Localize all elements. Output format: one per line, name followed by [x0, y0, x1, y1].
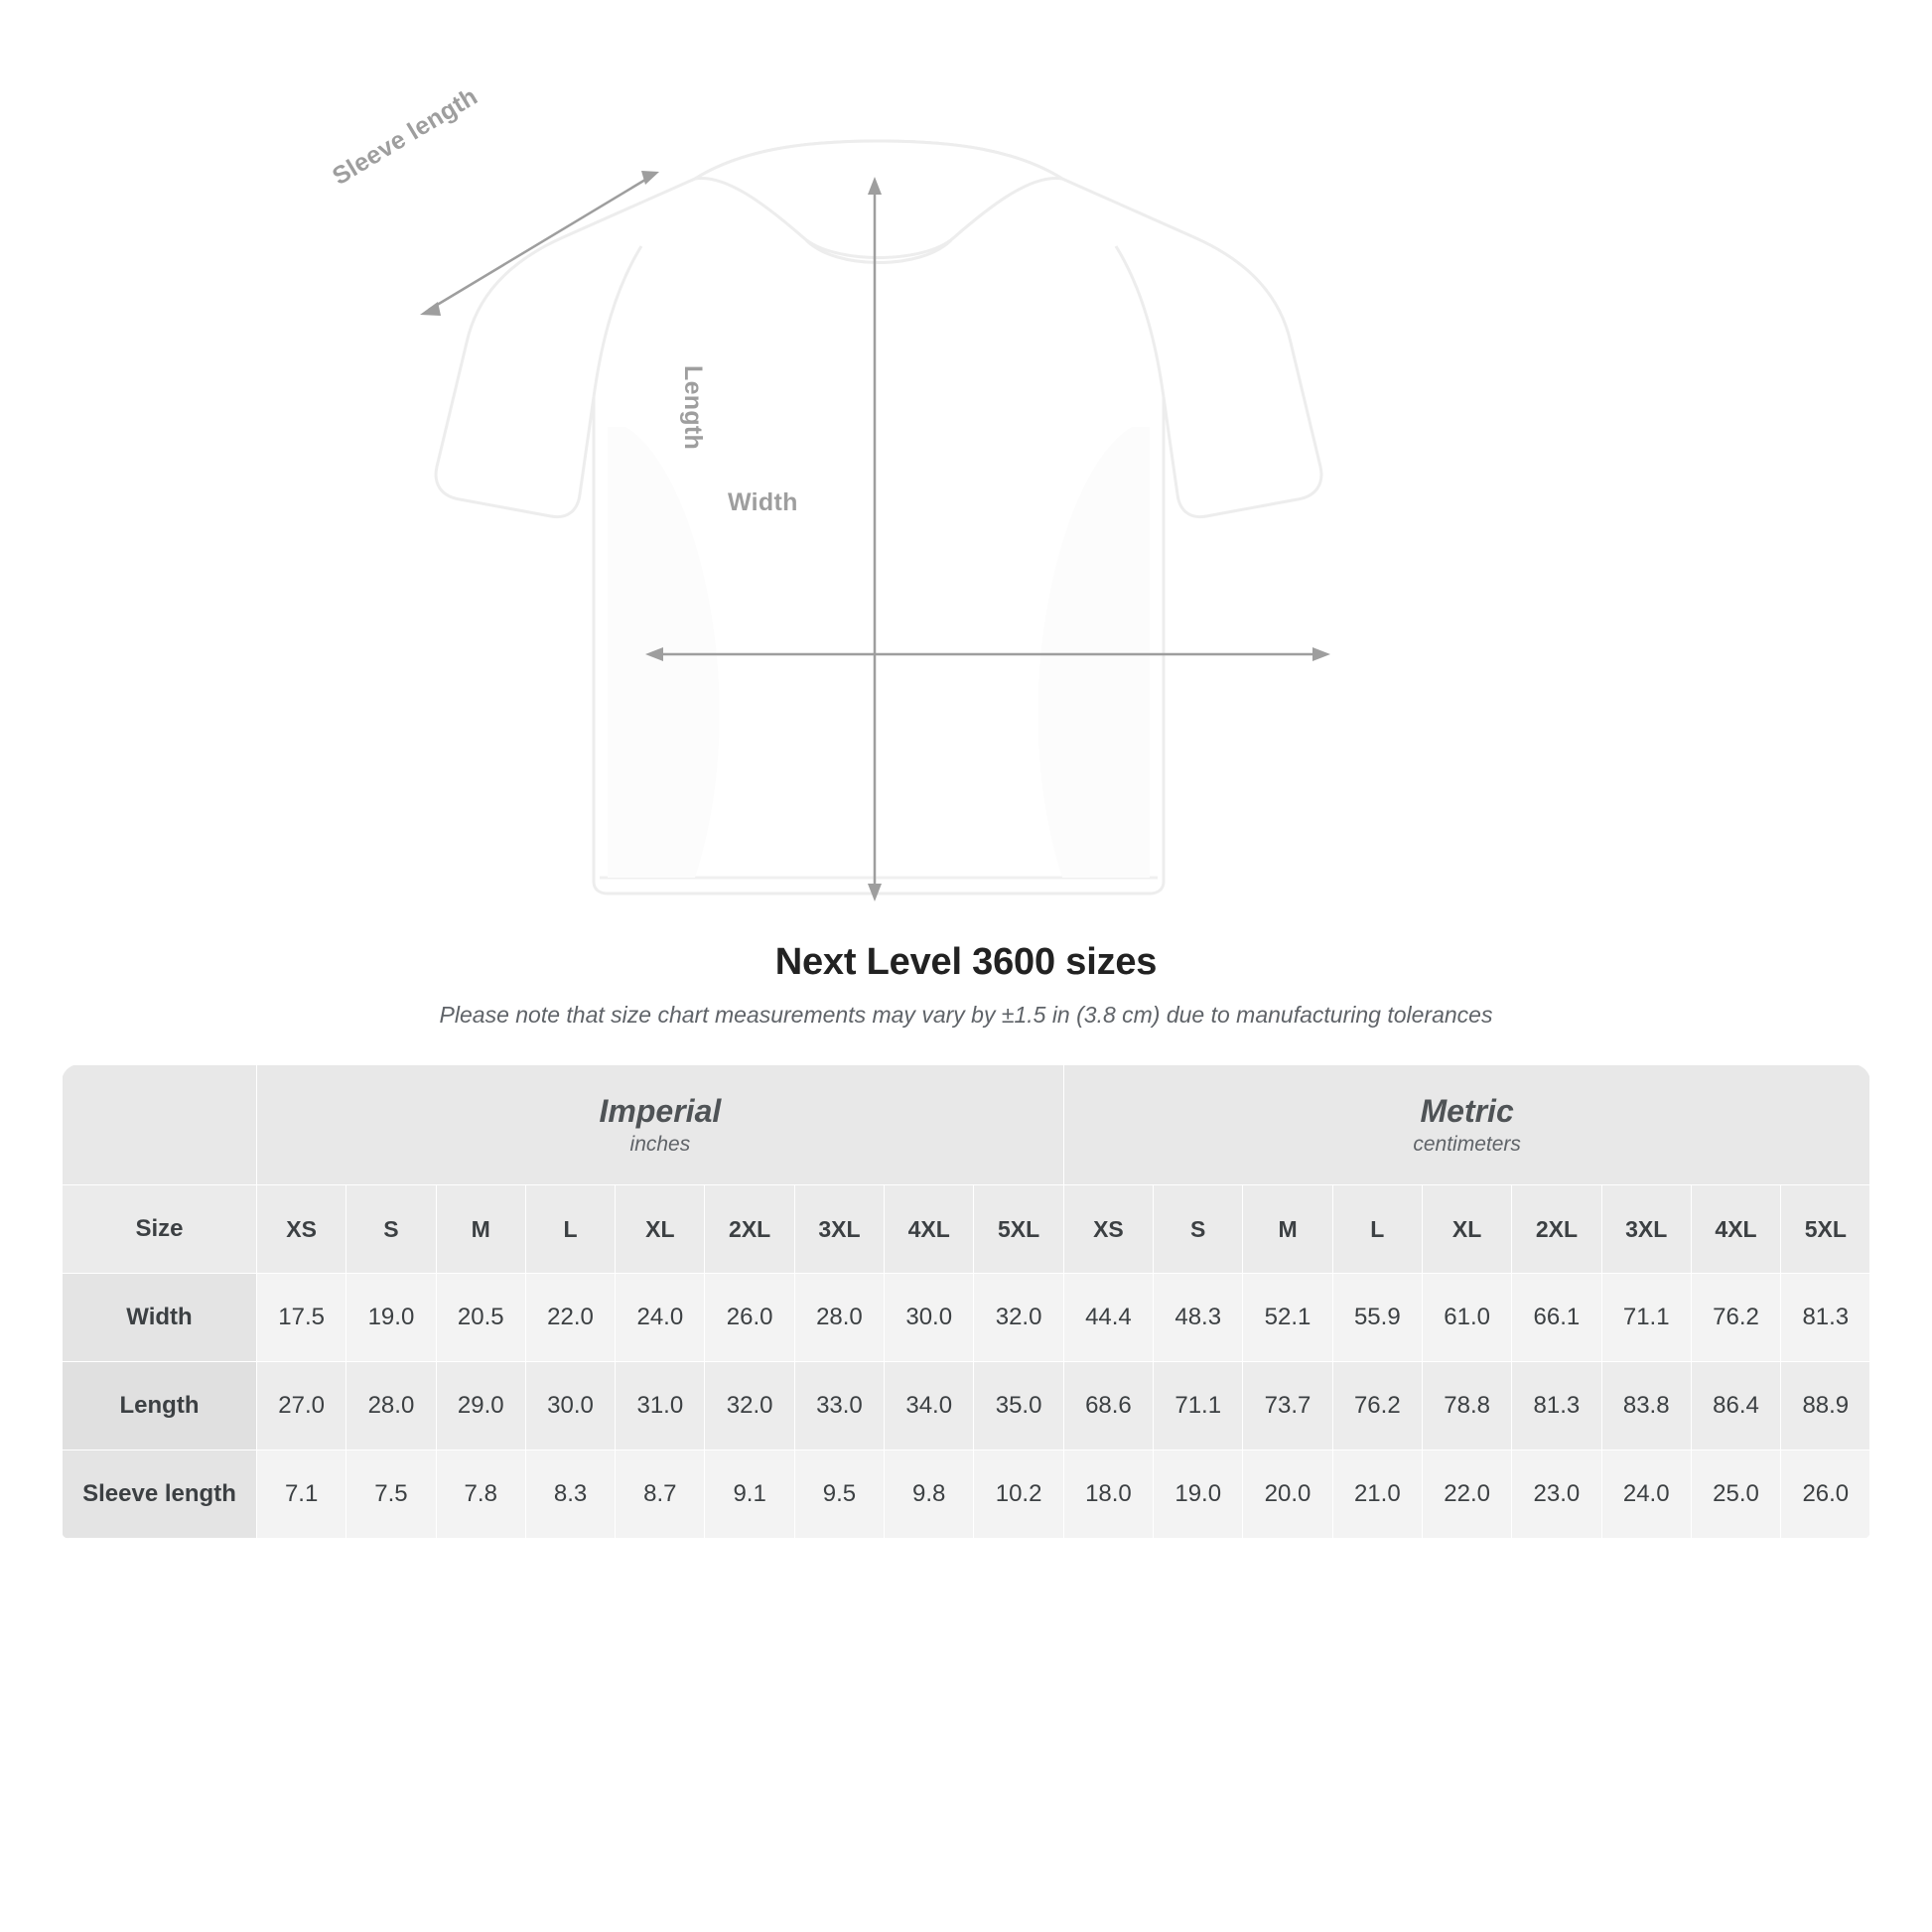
row-label-width: Width [63, 1274, 257, 1362]
shirt-illustration [0, 0, 1932, 923]
cell-sleeve-metric-4xl: 25.0 [1691, 1450, 1780, 1539]
cell-length-imperial-2xl: 32.0 [705, 1362, 794, 1450]
table-row [63, 1450, 1870, 1539]
cell-length-metric-xs: 68.6 [1063, 1362, 1153, 1450]
unit-sub-metric: centimeters [1413, 1133, 1521, 1157]
cell-sleeve-imperial-m: 7.8 [436, 1450, 525, 1539]
cell-length-imperial-s: 28.0 [346, 1362, 436, 1450]
cell-width-metric-s: 48.3 [1154, 1274, 1243, 1362]
row-label-length: Length [63, 1362, 257, 1450]
cell-width-imperial-3xl: 28.0 [794, 1274, 884, 1362]
width-label: Width [728, 488, 798, 516]
cell-length-imperial-xs: 27.0 [257, 1362, 346, 1450]
cell-width-imperial-xs: 17.5 [257, 1274, 346, 1362]
length-label: Length [679, 365, 707, 451]
cell-width-metric-xs: 44.4 [1063, 1274, 1153, 1362]
header-size-metric-s: S [1154, 1185, 1243, 1274]
cell-length-metric-3xl: 83.8 [1601, 1362, 1691, 1450]
tolerance-note: Please note that size chart measurements may vary by ±1.5 in (3.8 cm) due to manufacturing tolerances [439, 1002, 1493, 1028]
page-title: Next Level 3600 sizes [774, 941, 1158, 983]
cell-sleeve-imperial-l: 8.3 [525, 1450, 615, 1539]
header-size-imperial-m: M [436, 1185, 525, 1274]
sleeve-length-label: Sleeve length [328, 81, 483, 192]
cell-width-metric-xl: 61.0 [1422, 1274, 1511, 1362]
unit-name-metric: Metric [1420, 1092, 1514, 1129]
table-row [63, 1274, 1870, 1362]
unit-name-imperial: Imperial [599, 1092, 722, 1129]
cell-length-metric-m: 73.7 [1243, 1362, 1332, 1450]
header-size-imperial-5xl: 5XL [974, 1185, 1063, 1274]
header-size-metric-xl: XL [1422, 1185, 1511, 1274]
cell-sleeve-metric-s: 19.0 [1154, 1450, 1243, 1539]
cell-sleeve-imperial-5xl: 10.2 [974, 1450, 1063, 1539]
cell-length-metric-4xl: 86.4 [1691, 1362, 1780, 1450]
cell-width-metric-m: 52.1 [1243, 1274, 1332, 1362]
header-size-imperial-xl: XL [616, 1185, 705, 1274]
cell-length-metric-5xl: 88.9 [1781, 1362, 1870, 1450]
cell-sleeve-imperial-2xl: 9.1 [705, 1450, 794, 1539]
cell-length-imperial-3xl: 33.0 [794, 1362, 884, 1450]
unit-group-imperial [257, 1065, 1064, 1185]
cell-length-imperial-xl: 31.0 [616, 1362, 705, 1450]
cell-sleeve-imperial-xl: 8.7 [616, 1450, 705, 1539]
header-size-metric-2xl: 2XL [1512, 1185, 1601, 1274]
cell-sleeve-metric-xl: 22.0 [1422, 1450, 1511, 1539]
cell-width-metric-l: 55.9 [1332, 1274, 1422, 1362]
header-size-imperial-2xl: 2XL [705, 1185, 794, 1274]
cell-length-metric-l: 76.2 [1332, 1362, 1422, 1450]
header-size-imperial-3xl: 3XL [794, 1185, 884, 1274]
cell-sleeve-metric-2xl: 23.0 [1512, 1450, 1601, 1539]
cell-length-metric-s: 71.1 [1154, 1362, 1243, 1450]
cell-width-metric-3xl: 71.1 [1601, 1274, 1691, 1362]
cell-width-imperial-xl: 24.0 [616, 1274, 705, 1362]
cell-length-imperial-l: 30.0 [525, 1362, 615, 1450]
cell-width-imperial-l: 22.0 [525, 1274, 615, 1362]
cell-width-imperial-2xl: 26.0 [705, 1274, 794, 1362]
cell-width-imperial-4xl: 30.0 [885, 1274, 974, 1362]
header-size-metric-l: L [1332, 1185, 1422, 1274]
cell-sleeve-metric-3xl: 24.0 [1601, 1450, 1691, 1539]
header-size-imperial-s: S [346, 1185, 436, 1274]
header-size-metric-3xl: 3XL [1601, 1185, 1691, 1274]
tshirt-shape [436, 141, 1321, 894]
header-size-metric-m: M [1243, 1185, 1332, 1274]
cell-length-metric-2xl: 81.3 [1512, 1362, 1601, 1450]
cell-sleeve-imperial-s: 7.5 [346, 1450, 436, 1539]
unit-header-row [63, 1065, 1870, 1185]
header-size-imperial-l: L [525, 1185, 615, 1274]
table-row [63, 1362, 1870, 1450]
cell-length-imperial-5xl: 35.0 [974, 1362, 1063, 1450]
cell-width-imperial-s: 19.0 [346, 1274, 436, 1362]
cell-sleeve-imperial-xs: 7.1 [257, 1450, 346, 1539]
unit-group-metric [1063, 1065, 1870, 1185]
header-size-metric-4xl: 4XL [1691, 1185, 1780, 1274]
cell-length-metric-xl: 78.8 [1422, 1362, 1511, 1450]
header-size-metric-5xl: 5XL [1781, 1185, 1870, 1274]
cell-length-imperial-m: 29.0 [436, 1362, 525, 1450]
cell-width-imperial-5xl: 32.0 [974, 1274, 1063, 1362]
cell-width-metric-2xl: 66.1 [1512, 1274, 1601, 1362]
header-size-label: Size [63, 1185, 257, 1274]
cell-width-imperial-m: 20.5 [436, 1274, 525, 1362]
cell-sleeve-metric-l: 21.0 [1332, 1450, 1422, 1539]
cell-sleeve-imperial-4xl: 9.8 [885, 1450, 974, 1539]
cell-width-metric-5xl: 81.3 [1781, 1274, 1870, 1362]
unit-sub-imperial: inches [629, 1133, 691, 1157]
table-corner-cell [63, 1065, 257, 1185]
cell-length-imperial-4xl: 34.0 [885, 1362, 974, 1450]
cell-sleeve-metric-5xl: 26.0 [1781, 1450, 1870, 1539]
cell-sleeve-metric-m: 20.0 [1243, 1450, 1332, 1539]
title-block [0, 941, 1932, 1029]
size-chart-table [62, 1064, 1870, 1539]
cell-width-metric-4xl: 76.2 [1691, 1274, 1780, 1362]
row-label-sleeve-length: Sleeve length [63, 1450, 257, 1539]
tshirt-diagram [0, 0, 1932, 923]
cell-sleeve-imperial-3xl: 9.5 [794, 1450, 884, 1539]
header-size-metric-xs: XS [1063, 1185, 1153, 1274]
size-header-row [63, 1185, 1870, 1274]
header-size-imperial-xs: XS [257, 1185, 346, 1274]
header-size-imperial-4xl: 4XL [885, 1185, 974, 1274]
cell-sleeve-metric-xs: 18.0 [1063, 1450, 1153, 1539]
size-chart-table-wrap [62, 1064, 1870, 1539]
